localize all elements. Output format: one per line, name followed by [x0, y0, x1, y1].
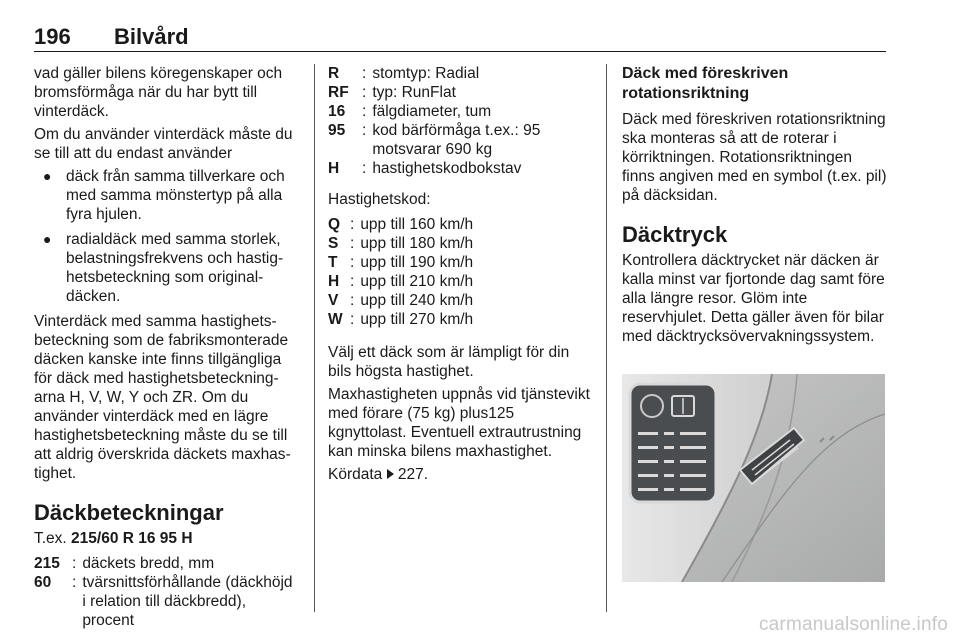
- list-item: [34, 167, 300, 224]
- speed-code-row: H : upp till 210 km/h: [328, 272, 590, 291]
- bullet-icon: ●: [43, 168, 52, 184]
- definition-key: 95: [328, 122, 346, 139]
- page-header: [34, 24, 886, 52]
- paragraph: Däck med föreskriven rotationsriktning ska monteras så att de roterar i körriktningen. Rotationsriktningen finns angiven med en symbol (t.ex. pil) på däcksidan.: [622, 111, 887, 204]
- bullet-list: [34, 167, 300, 306]
- paragraph: Om du använder vinterdäck måste du se till att du endast använder: [34, 126, 293, 162]
- cross-reference: [328, 465, 590, 484]
- definition-key: 60: [34, 574, 52, 591]
- heading-tire-pressure: Däcktryck: [622, 222, 728, 247]
- watermark: carmanualsonline.info: [758, 614, 948, 635]
- example-prefix: T.ex.: [34, 530, 67, 547]
- speed-code-list: [328, 215, 590, 329]
- definition-value: tvärsnittsförhållande (däckhöjd i relation till däckbredd), procent: [82, 574, 293, 629]
- column-divider: [606, 64, 607, 612]
- definition-key: 215: [34, 555, 60, 572]
- speed-code-key: Q: [328, 216, 341, 233]
- definition-list: [34, 554, 300, 630]
- definition-list: [328, 64, 590, 178]
- speed-code-row: S : upp till 180 km/h: [328, 234, 590, 253]
- definition-value: stomtyp: Radial: [372, 65, 480, 82]
- example-line: [34, 529, 300, 548]
- definition-key: 16: [328, 103, 346, 120]
- definition-value: fälgdiameter, tum: [372, 103, 492, 120]
- definition-row: 95 : kod bärförmåga t.ex.: 95 motsvarar 690 kg: [328, 121, 590, 159]
- example-code: 215/60 R 16 95 H: [71, 530, 193, 547]
- definition-key: R: [328, 65, 340, 82]
- speed-code-row: W : upp till 270 km/h: [328, 310, 590, 329]
- definition-row: R : stomtyp: Radial: [328, 64, 590, 83]
- definition-row: 16 : fälgdiameter, tum: [328, 102, 590, 121]
- definition-key: H: [328, 160, 340, 177]
- paragraph: Maxhastigheten uppnås vid tjänstevikt med förare (75 kg) plus125 kgnyttolast. Eventuell extrautrustning kan minska bilens maxhastighet.: [328, 386, 590, 460]
- paragraph: Välj ett däck som är lämpligt för din bils högsta hastighet.: [328, 344, 570, 380]
- definition-key: RF: [328, 84, 349, 101]
- definition-value: hastighetskodbokstav: [372, 160, 522, 177]
- speed-code-key: S: [328, 235, 339, 252]
- definition-value: kod bärförmåga t.ex.: 95 motsvarar 690 kg: [372, 122, 541, 158]
- definition-row: 60 : tvärsnittsförhållande (däckhöjd i relation till däckbredd), procent: [34, 573, 300, 630]
- speed-code-value: upp till 180 km/h: [360, 235, 474, 252]
- speed-code-key: T: [328, 254, 338, 271]
- bullet-icon: ●: [43, 231, 52, 247]
- column-2: [328, 64, 590, 488]
- definition-row: H : hastighetskodbokstav: [328, 159, 590, 178]
- definition-row: 215 : däckets bredd, mm: [34, 554, 300, 573]
- definition-value: däckets bredd, mm: [82, 555, 215, 572]
- cross-reference-label: Kördata: [328, 466, 383, 483]
- page-number: 196: [34, 24, 71, 49]
- speed-code-row: Q : upp till 160 km/h: [328, 215, 590, 234]
- speed-code-heading: Hastighetskod:: [328, 191, 431, 208]
- speed-code-row: V : upp till 240 km/h: [328, 291, 590, 310]
- list-item: [34, 230, 300, 306]
- heading-rotation-direction: Däck med föreskriven rotationsriktning: [622, 65, 789, 102]
- speed-code-key: V: [328, 292, 339, 309]
- tire-pressure-label-illustration: [622, 374, 885, 582]
- speed-code-value: upp till 270 km/h: [360, 311, 474, 328]
- speed-code-value: upp till 190 km/h: [360, 254, 474, 271]
- cross-reference-page[interactable]: 227.: [397, 466, 429, 483]
- speed-code-value: upp till 240 km/h: [360, 292, 474, 309]
- definition-row: RF : typ: RunFlat: [328, 83, 590, 102]
- section-title: Bilvård: [114, 24, 189, 49]
- paragraph: Vinterdäck med samma hastighetsbeteckning som de fabriksmonterade däcken kanske inte finns tillgängliga för däck med hastighetsbeteckningarna H, V, W, Y och ZR. Om du använder vinterdäck med en lägre hastighetsbeteckning måste du se till att aldrig överskrida däckets maxhastighet.: [34, 313, 291, 482]
- heading-tire-markings: Däckbeteckningar: [34, 500, 224, 525]
- column-3: [622, 64, 888, 350]
- speed-code-row: T : upp till 190 km/h: [328, 253, 590, 272]
- column-1: [34, 64, 300, 640]
- tire-pressure-label-photo: [622, 374, 885, 582]
- definition-value: typ: RunFlat: [372, 84, 456, 101]
- paragraph: vad gäller bilens köregenskaper och bromsförmåga när du har bytt till vinterdäck.: [34, 65, 283, 120]
- column-divider: [314, 64, 315, 612]
- paragraph: Kontrollera däcktrycket när däcken är kalla minst var fjortonde dag samt före alla längre resor. Glöm inte reservhjulet. Detta gäller även för bilar med däcktrycksövervakningssystem.: [622, 252, 885, 345]
- list-item-text: däck från samma tillverkare och med samma mönstertyp på alla fyra hjulen.: [66, 168, 285, 223]
- speed-code-value: upp till 160 km/h: [360, 216, 474, 233]
- arrow-right-icon: [387, 469, 394, 479]
- speed-code-value: upp till 210 km/h: [360, 273, 474, 290]
- speed-code-key: W: [328, 311, 343, 328]
- speed-code-key: H: [328, 273, 340, 290]
- list-item-text: radialdäck med samma storlek, belastningsfrekvens och hastighetsbeteckning som originaldäcken.: [66, 231, 284, 305]
